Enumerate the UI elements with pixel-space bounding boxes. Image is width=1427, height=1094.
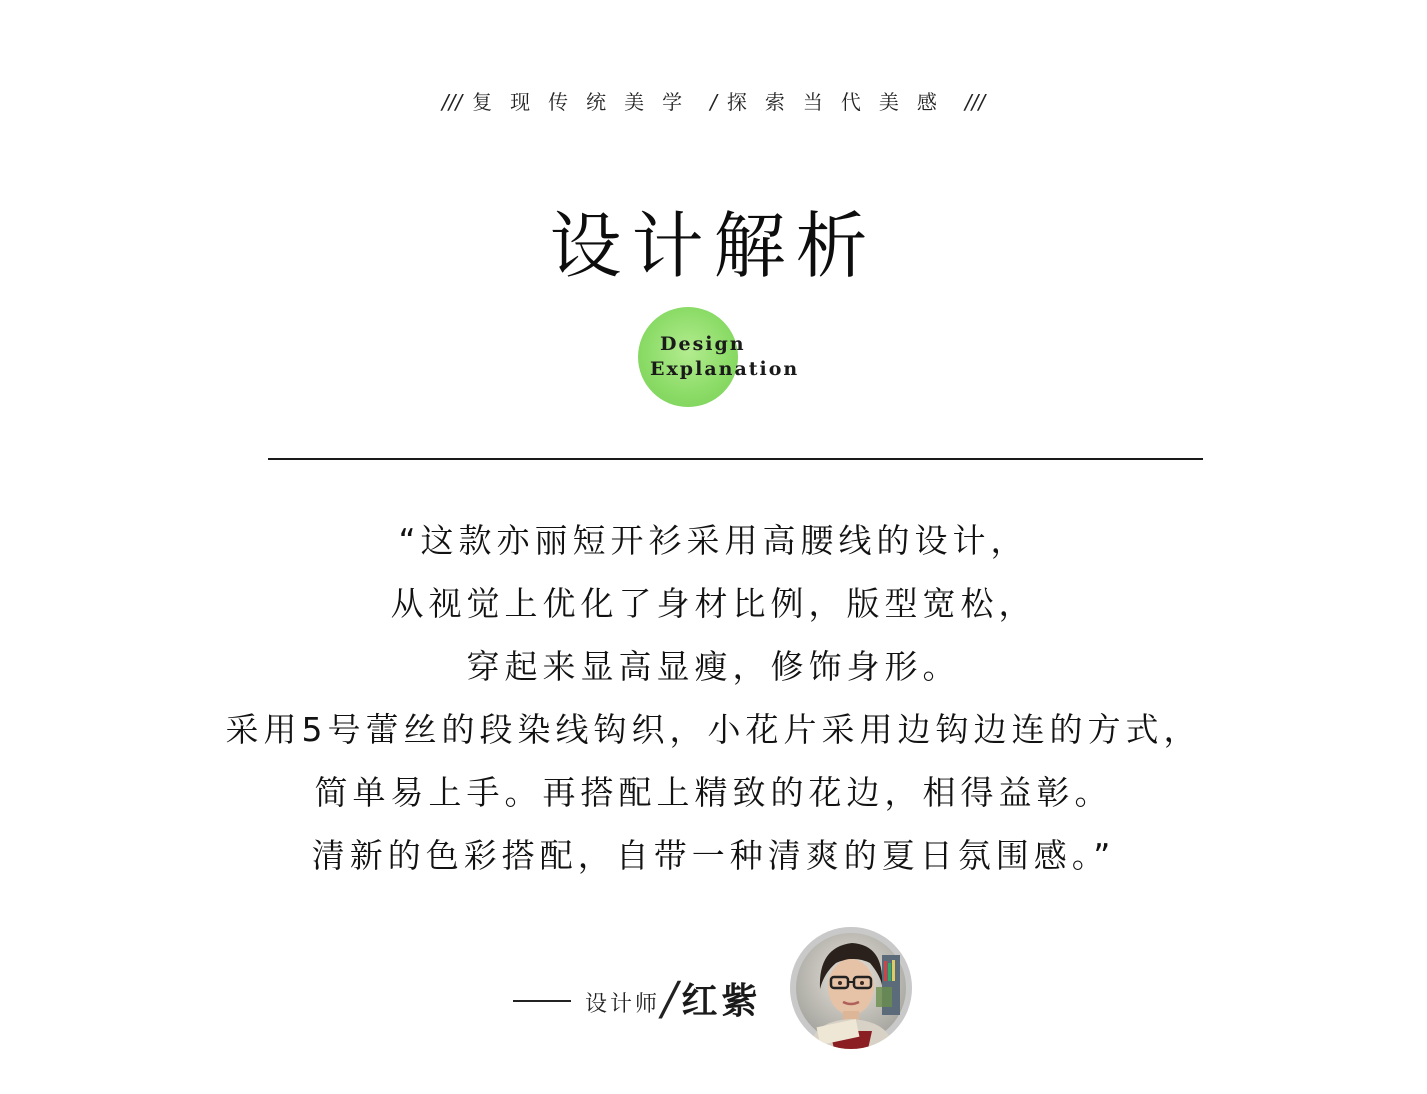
quote-line: 简单易上手。再搭配上精致的花边，相得益彰。 [314,773,1113,812]
page-title: 设计解析 [549,204,878,288]
tagline-slash-close: /// [964,90,986,114]
designer-portrait-icon [790,927,912,1049]
divider [268,458,1203,460]
badge-line-2: Explanation [650,358,800,380]
quote-line: 穿起来显高显瘦，修饰身形。 [466,647,961,686]
quote-line: 清新的色彩搭配，自带一种清爽的夏日氛围感。” [311,836,1116,875]
badge [640,332,820,382]
tagline [0,86,1427,115]
signature [513,968,762,1028]
signature-slash: / [662,971,678,1025]
tagline-left: 复现传统美学 [472,90,701,114]
quote-line: “这款亦丽短开衫采用高腰线的设计， [398,521,1029,560]
tagline-slash-open: /// [441,90,463,114]
designer-avatar [790,927,912,1049]
tagline-right: 探索当代美感 [726,90,955,114]
signature-dash [513,1000,571,1002]
quote-line: 从视觉上优化了身材比例，版型宽松， [390,584,1037,623]
signature-role: 设计师 [585,991,661,1017]
tagline-slash-mid: / [710,90,717,114]
quote [0,509,1427,887]
signature-name: 红紫 [681,979,762,1022]
quote-line: 采用5号蕾丝的段染线钩织，小花片采用边钩边连的方式， [225,710,1202,749]
badge-line-1: Design [660,333,746,355]
